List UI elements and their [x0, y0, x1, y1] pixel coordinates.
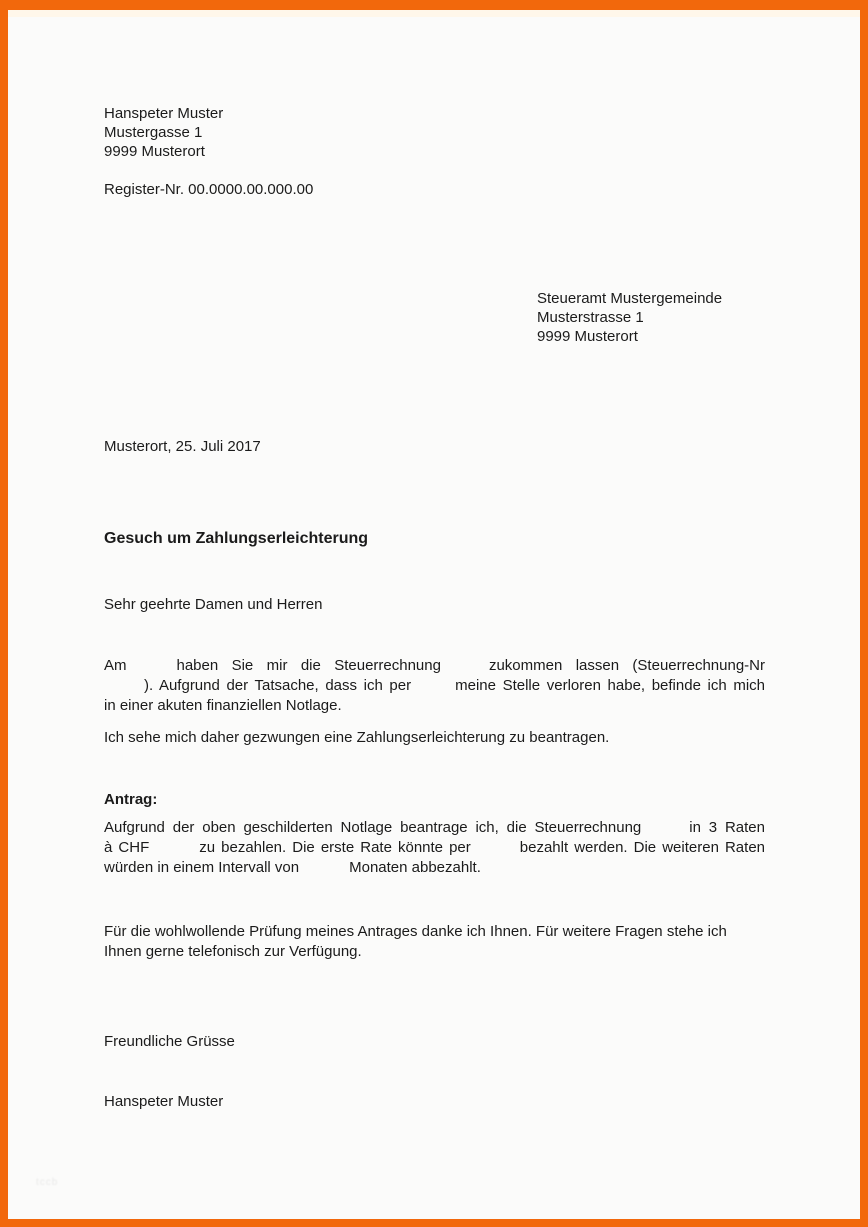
body-text: Antrag:	[104, 791, 158, 808]
blank-field	[104, 689, 144, 690]
letter-body	[104, 656, 765, 962]
blank-field	[411, 689, 455, 690]
para-antrag	[104, 818, 765, 878]
body-line	[104, 728, 765, 748]
para-opening	[104, 656, 765, 716]
body-line	[104, 942, 765, 962]
body-line	[104, 818, 765, 838]
body-line	[104, 656, 765, 676]
body-text: haben Sie mir die Steuerrechnung	[176, 657, 441, 674]
salutation: Sehr geehrte Damen und Herren	[104, 596, 323, 613]
body-text: Ich sehe mich daher gezwungen eine Zahlungserleichterung zu beantragen.	[104, 729, 610, 746]
blank-field	[149, 851, 199, 852]
para-thanks	[104, 922, 765, 962]
letter-sheet	[8, 10, 860, 1219]
body-text: in 3 Raten	[689, 819, 765, 836]
closing-line: Freundliche Grüsse	[104, 1033, 235, 1050]
sender-street: Mustergasse 1	[104, 124, 203, 141]
sender-block	[104, 104, 765, 161]
sender-name: Hanspeter Muster	[104, 105, 224, 122]
body-text: zukommen lassen (Steuerrechnung-Nr	[488, 657, 765, 674]
watermark: tccb	[36, 1177, 59, 1188]
blank-field	[641, 831, 689, 832]
para-forced	[104, 728, 765, 748]
blank-field	[471, 851, 520, 852]
recipient-block	[537, 289, 765, 346]
body-text: Aufgrund der oben geschilderten Notlage beantrage ich, die Steuerrechnung	[104, 819, 642, 836]
body-line	[104, 676, 765, 696]
recipient-name: Steueramt Mustergemeinde	[537, 290, 723, 307]
signature-name: Hanspeter Muster	[104, 1093, 224, 1110]
body-text: ). Aufgrund der Tatsache, dass ich per	[144, 677, 412, 694]
date-line: Musterort, 25. Juli 2017	[104, 438, 261, 455]
body-line	[104, 922, 765, 942]
body-text: Am	[104, 657, 127, 674]
body-text: in einer akuten finanziellen Notlage.	[104, 697, 342, 714]
body-line	[104, 858, 765, 878]
body-line	[104, 790, 765, 810]
blank-field	[299, 871, 349, 872]
body-text: meine Stelle verloren habe, befinde ich mich	[455, 677, 766, 694]
body-text: bezahlt werden. Die weiteren Raten	[519, 839, 766, 856]
blank-field	[441, 669, 489, 670]
sender-city: 9999 Musterort	[104, 143, 205, 160]
body-line	[104, 696, 765, 716]
antrag-heading	[104, 790, 765, 810]
recipient-city: 9999 Musterort	[537, 328, 638, 345]
body-text: Ihnen gerne telefonisch zur Verfügung.	[104, 943, 362, 960]
blank-field	[127, 669, 177, 670]
subject-line: Gesuch um Zahlungserleichterung	[104, 530, 369, 547]
body-text: zu bezahlen. Die erste Rate könnte per	[199, 839, 471, 856]
body-text: Für die wohlwollende Prüfung meines Antrages danke ich Ihnen. Für weitere Fragen stehe ich	[104, 923, 727, 940]
body-text: würden in einem Intervall von	[104, 859, 300, 876]
body-line	[104, 838, 765, 858]
body-text: Monaten abbezahlt.	[349, 859, 481, 876]
recipient-street: Musterstrasse 1	[537, 309, 644, 326]
register-number: Register-Nr. 00.0000.00.000.00	[104, 181, 314, 198]
body-text: à CHF	[104, 839, 150, 856]
